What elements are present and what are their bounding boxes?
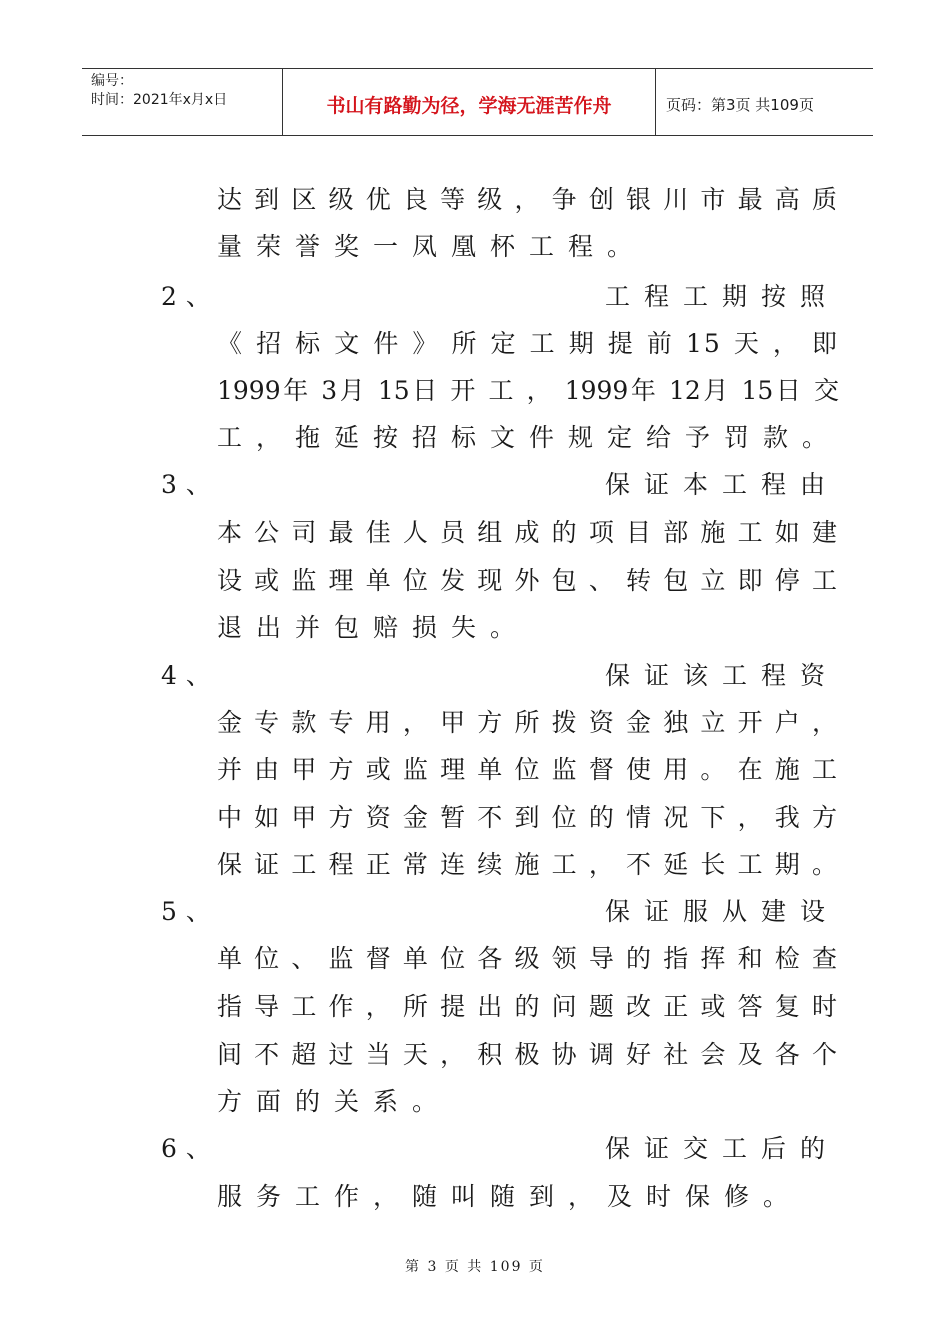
paragraph-line: 方面的关系。 bbox=[217, 1087, 452, 1116]
header-motto: 书山有路勤为径，学海无涯苦作舟 bbox=[283, 69, 656, 135]
paragraph-line: 保证工程正常连续施工，不延长工期。 bbox=[217, 850, 839, 879]
list-item-heading: 工程工期按照 bbox=[604, 282, 839, 311]
paragraph-line: 《招标文件》所定工期提前15天，即 bbox=[217, 329, 839, 358]
list-item-number: 6、 bbox=[161, 1134, 220, 1163]
paragraph-line: 设或监理单位发现外包、转包立即停工 bbox=[217, 566, 839, 595]
list-item-heading: 保证服从建设 bbox=[604, 897, 839, 926]
paragraph-line: 单位、监督单位各级领导的指挥和检查 bbox=[217, 944, 839, 973]
document-number-label: 编号： bbox=[91, 73, 133, 89]
list-item-heading: 保证本工程由 bbox=[604, 470, 839, 499]
list-item-number: 2、 bbox=[161, 282, 220, 311]
header-page-info: 页码：第3页 共109页 bbox=[666, 96, 814, 114]
paragraph-line: 量荣誉奖一凤凰杯工程。 bbox=[217, 232, 647, 261]
paragraph-line: 中如甲方资金暂不到位的情况下，我方 bbox=[217, 803, 839, 832]
paragraph-line: 工，拖延按招标文件规定给予罚款。 bbox=[217, 423, 842, 452]
paragraph-line: 并由甲方或监理单位监督使用。在施工 bbox=[217, 755, 839, 784]
paragraph-line: 间不超过当天，积极协调好社会及各个 bbox=[217, 1040, 839, 1069]
page-footer: 第 3 页 共 109 页 bbox=[405, 1259, 545, 1275]
list-item-heading: 保证该工程资 bbox=[604, 661, 839, 690]
paragraph-line: 金专款专用，甲方所拨资金独立开户， bbox=[217, 708, 839, 737]
list-item-heading: 保证交工后的 bbox=[604, 1134, 839, 1163]
paragraph-line: 1999年 3月 15日 开 工 ， 1999年 12月 15日 交 bbox=[217, 376, 839, 405]
paragraph-line: 达到区级优良等级，争创银川市最高质 bbox=[217, 185, 839, 214]
paragraph-line: 指导工作，所提出的问题改正或答复时 bbox=[217, 992, 839, 1021]
list-item-number: 5、 bbox=[161, 897, 220, 926]
paragraph-line: 本公司最佳人员组成的项目部施工如建 bbox=[217, 518, 839, 547]
list-item-number: 4、 bbox=[161, 661, 220, 690]
document-time-label: 时间：2021年x月x日 bbox=[91, 92, 228, 108]
paragraph-line: 服务工作，随叫随到，及时保修。 bbox=[217, 1182, 803, 1211]
paragraph-line: 退出并包赔损失。 bbox=[217, 613, 530, 642]
list-item-number: 3、 bbox=[161, 470, 220, 499]
